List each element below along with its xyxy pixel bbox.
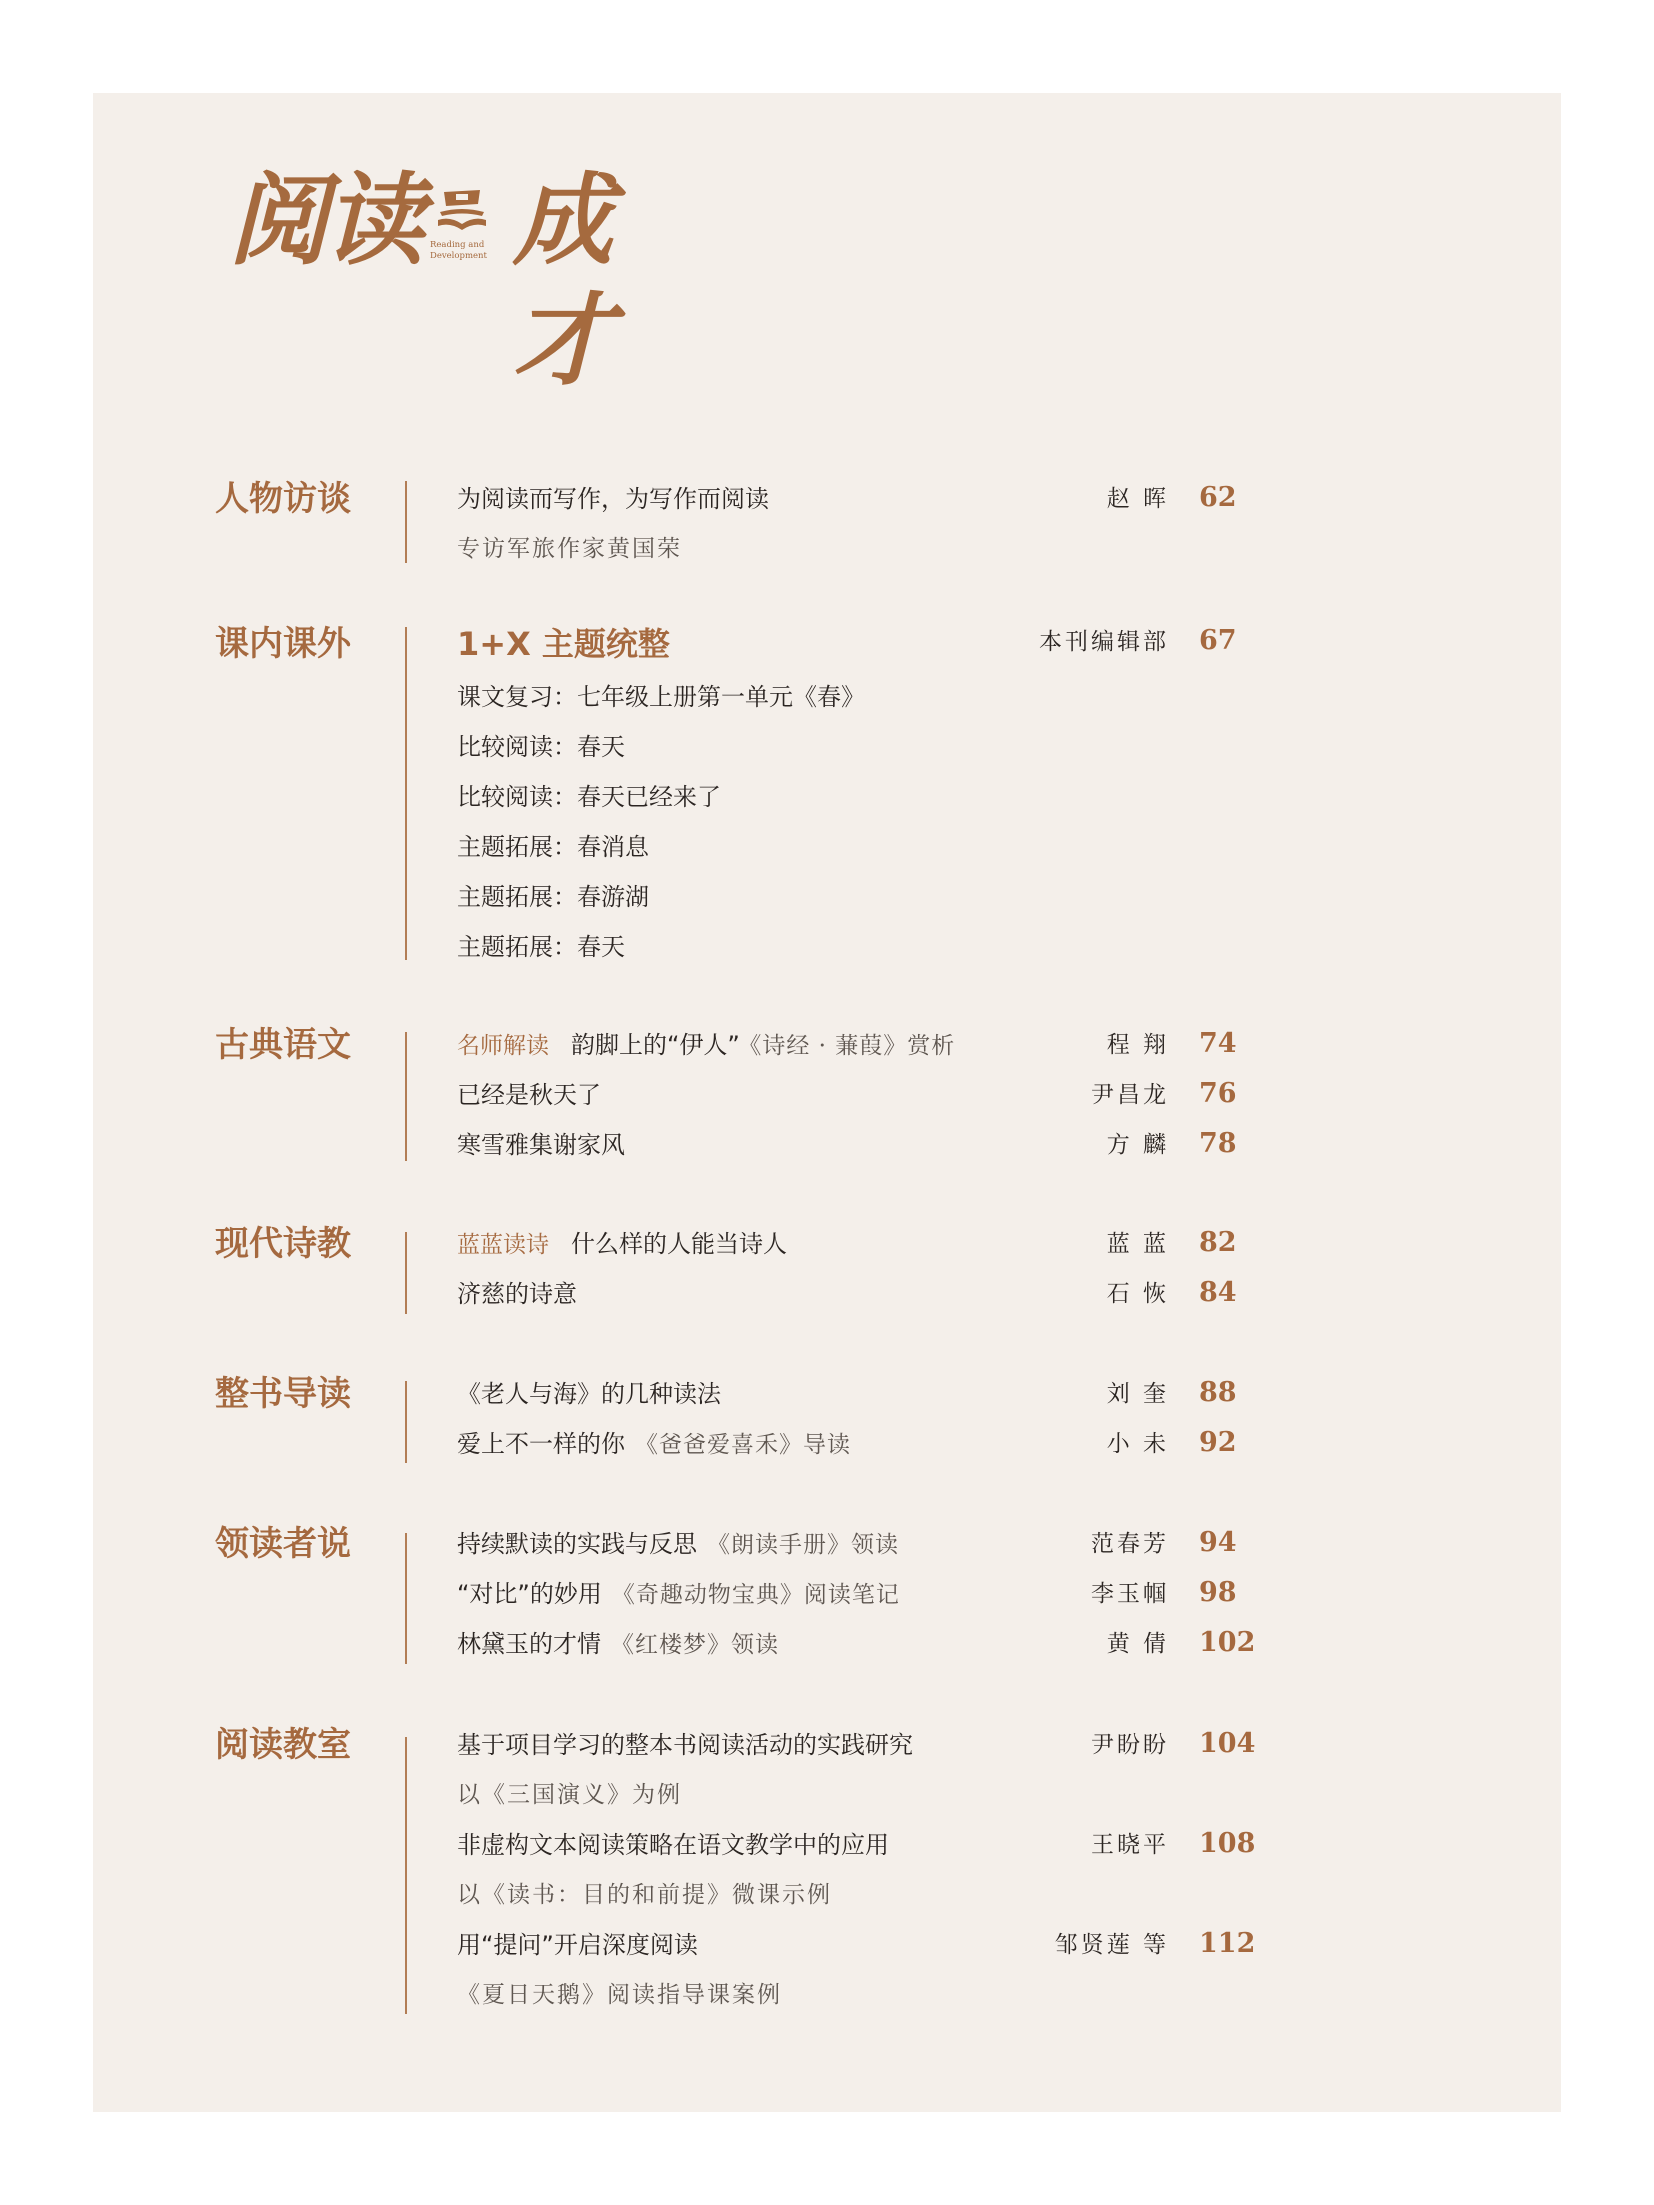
page-number[interactable]: 98 xyxy=(1199,1577,1237,1608)
page-number[interactable]: 94 xyxy=(1199,1527,1237,1558)
page-number[interactable]: 76 xyxy=(1199,1078,1237,1109)
section-divider-line xyxy=(405,1737,407,2014)
article-subtitle: 《爸爸爱喜禾》导读 xyxy=(635,1432,851,1458)
toc-entry[interactable] xyxy=(457,727,1257,767)
article-title: 1+X 主题统整 xyxy=(457,625,670,663)
page-number[interactable]: 88 xyxy=(1199,1377,1237,1408)
article-title: 《夏日天鹅》阅读指导课案例 xyxy=(457,1982,782,2008)
entry-text xyxy=(457,1775,1257,1815)
article-title: 用“提问”开启深度阅读 xyxy=(457,1931,698,1959)
page-number[interactable]: 74 xyxy=(1199,1028,1237,1059)
author-name: 李玉帼 xyxy=(1091,1581,1169,1607)
book-seal-icon xyxy=(436,186,488,232)
author-name: 本刊编辑部 xyxy=(1039,629,1169,655)
article-title: 课文复习：七年级上册第一单元《春》 xyxy=(457,683,865,711)
article-subtitle: 《诗经 · 蒹葭》赏析 xyxy=(749,1033,956,1059)
author-name: 黄 倩 xyxy=(1106,1631,1169,1657)
author-name: 尹昌龙 xyxy=(1091,1082,1169,1108)
author-name: 赵 晖 xyxy=(1106,486,1169,512)
article-title: 比较阅读：春天已经来了 xyxy=(457,783,721,811)
logo-text-left: 阅读 xyxy=(228,161,420,279)
author-name: 邹贤莲 等 xyxy=(1054,1932,1169,1958)
entry-text xyxy=(457,1975,1257,2015)
section-title: 领读者说 xyxy=(215,1524,351,1564)
page-number[interactable]: 62 xyxy=(1199,482,1237,513)
column-tag: 蓝蓝读诗 xyxy=(457,1232,549,1258)
author-name: 石 恢 xyxy=(1106,1281,1169,1307)
article-title: 寒雪雅集谢家风 xyxy=(457,1131,625,1159)
article-title: 以《读书：目的和前提》微课示例 xyxy=(457,1882,832,1908)
toc-subtitle xyxy=(457,1975,1257,2015)
article-title: 比较阅读：春天 xyxy=(457,733,625,761)
toc-entry[interactable] xyxy=(457,877,1257,917)
article-title: 持续默读的实践与反思 xyxy=(457,1530,697,1558)
entry-text xyxy=(457,1875,1257,1915)
section-title: 人物访谈 xyxy=(215,479,351,519)
section-divider-line xyxy=(405,1232,407,1314)
logo-text-right: 成才 xyxy=(513,161,609,399)
article-title: 非虚构文本阅读策略在语文教学中的应用 xyxy=(457,1831,889,1859)
toc-subtitle xyxy=(457,529,1257,569)
entry-text xyxy=(457,677,1257,717)
logo-seal xyxy=(430,186,494,276)
article-title: 主题拓展：春消息 xyxy=(457,833,649,861)
article-subtitle: 《奇趣动物宝典》阅读笔记 xyxy=(611,1582,900,1608)
section-title: 现代诗教 xyxy=(215,1224,351,1264)
article-title: 主题拓展：春天 xyxy=(457,933,625,961)
article-title: 济慈的诗意 xyxy=(457,1280,577,1308)
article-title: 基于项目学习的整本书阅读活动的实践研究 xyxy=(457,1731,913,1759)
page-number[interactable]: 78 xyxy=(1199,1128,1237,1159)
author-name: 尹盼盼 xyxy=(1091,1732,1169,1758)
section-divider-line xyxy=(405,481,407,563)
page-number[interactable]: 104 xyxy=(1199,1728,1256,1759)
entry-text xyxy=(457,927,1257,967)
entry-text xyxy=(457,529,1257,569)
author-name: 程 翔 xyxy=(1106,1032,1169,1058)
page-number[interactable]: 102 xyxy=(1199,1627,1256,1658)
page-number[interactable]: 82 xyxy=(1199,1227,1237,1258)
entry-text xyxy=(457,777,1257,817)
magazine-logo xyxy=(228,160,668,399)
article-title: 林黛玉的才情 xyxy=(457,1630,601,1658)
article-title: 已经是秋天了 xyxy=(457,1081,601,1109)
section-title: 课内课外 xyxy=(215,624,351,664)
page-number[interactable]: 112 xyxy=(1199,1928,1256,1959)
section-divider-line xyxy=(405,1533,407,1664)
toc-entry[interactable] xyxy=(457,927,1257,967)
section-divider-line xyxy=(405,1032,407,1161)
section-title: 阅读教室 xyxy=(215,1725,351,1765)
section-divider-line xyxy=(405,627,407,960)
article-title: 韵脚上的“伊人” xyxy=(571,1031,740,1059)
article-title: 为阅读而写作，为写作而阅读 xyxy=(457,485,769,513)
toc-subtitle xyxy=(457,1775,1257,1815)
author-name: 王晓平 xyxy=(1091,1832,1169,1858)
article-title: 以《三国演义》为例 xyxy=(457,1782,682,1808)
logo-english-line-2: Development xyxy=(430,251,487,261)
section-divider-line xyxy=(405,1381,407,1463)
logo-english-line-1: Reading and xyxy=(430,240,485,250)
toc-entry[interactable] xyxy=(457,677,1257,717)
entry-text xyxy=(457,727,1257,767)
page-number[interactable]: 84 xyxy=(1199,1277,1237,1308)
entry-text xyxy=(457,877,1257,917)
page-number[interactable]: 92 xyxy=(1199,1427,1237,1458)
toc-subtitle xyxy=(457,1875,1257,1915)
entry-text xyxy=(457,827,1257,867)
toc-entry[interactable] xyxy=(457,777,1257,817)
author-name: 范春芳 xyxy=(1091,1531,1169,1557)
section-title: 古典语文 xyxy=(215,1025,351,1065)
article-title: 什么样的人能当诗人 xyxy=(571,1230,787,1258)
article-subtitle: 《朗读手册》领读 xyxy=(707,1532,899,1558)
article-title: 专访军旅作家黄国荣 xyxy=(457,536,682,562)
article-title: “对比”的妙用 xyxy=(457,1580,602,1608)
author-name: 方 麟 xyxy=(1106,1132,1169,1158)
page-number[interactable]: 108 xyxy=(1199,1828,1256,1859)
page-number[interactable]: 67 xyxy=(1199,625,1237,656)
author-name: 刘 奎 xyxy=(1106,1381,1169,1407)
author-name: 小 未 xyxy=(1106,1431,1169,1457)
article-title: 爱上不一样的你 xyxy=(457,1430,625,1458)
article-title: 主题拓展：春游湖 xyxy=(457,883,649,911)
article-subtitle: 《红楼梦》领读 xyxy=(611,1632,779,1658)
article-title: 《老人与海》的几种读法 xyxy=(457,1380,721,1408)
section-title: 整书导读 xyxy=(215,1374,351,1414)
author-name: 蓝 蓝 xyxy=(1106,1231,1169,1257)
toc-entry[interactable] xyxy=(457,827,1257,867)
column-tag: 名师解读 xyxy=(457,1033,549,1059)
logo-english xyxy=(430,240,500,262)
